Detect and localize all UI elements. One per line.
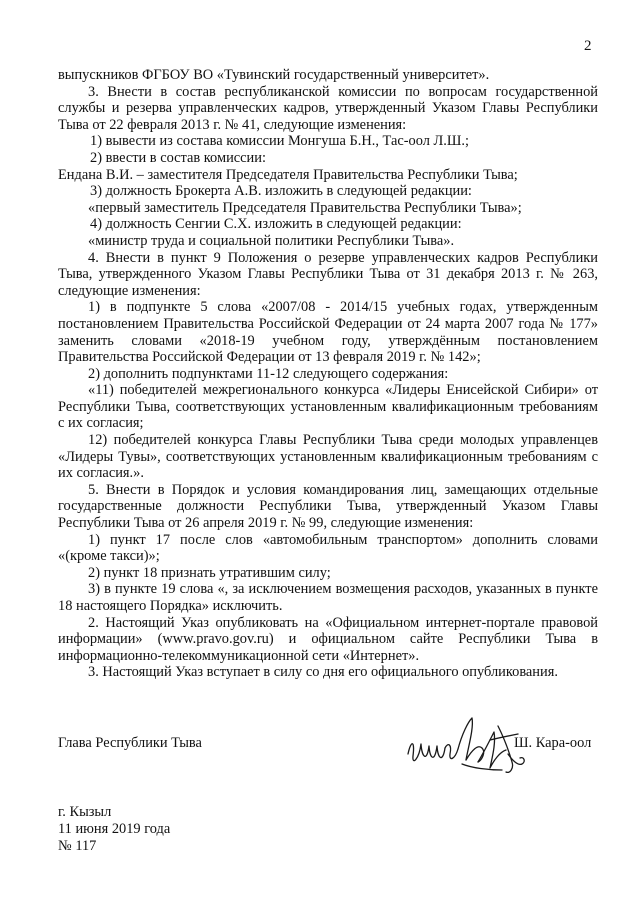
paragraph: выпускников ФГБОУ ВО «Тувинский государственный университет».: [58, 67, 490, 83]
list-item: 2) ввести в состав комиссии:: [90, 149, 266, 166]
list-item: 2) дополнить подпунктами 11-12 следующего содержания:: [88, 365, 449, 382]
paragraph: «министр труда и социальной политики Республики Тыва».: [88, 232, 455, 249]
list-item: 2) пункт 18 признать утратившим силу;: [88, 564, 331, 581]
issue-date: 11 июня 2019 года: [58, 821, 171, 837]
list-item: 1) в подпункте 5 слова «2007/08 - 2014/15 учебных годах, утвержденным постановлением Правительства Российской Федерации от 24 марта 2007 года № 177» заменить словами «2018-19 учебном году, утверждённым постановлением Правительства Российской Федерации от 13 февраля 2019 г. № 142»;: [58, 299, 598, 366]
paragraph: 3. Внести в состав республиканской комиссии по вопросам государственной службы и резерва управленческих кадров, утвержденный Указом Главы Республики Тыва от 22 февраля 2013 г. № 41, следующие изменения:: [58, 83, 598, 133]
list-item: 1) вывести из состава комиссии Монгуша Б.Н., Тас-оол Л.Ш.;: [90, 133, 469, 150]
paragraph: «первый заместитель Председателя Правительства Республики Тыва»;: [88, 199, 522, 216]
page-number: 2: [584, 38, 592, 54]
decree-number: № 117: [58, 838, 97, 854]
document-body: [58, 67, 598, 681]
list-item: 4) должность Сенгии С.Х. изложить в следующей редакции:: [90, 216, 462, 233]
signer-name: Ш. Кара-оол: [514, 735, 592, 751]
paragraph: 2. Настоящий Указ опубликовать на «Официальном интернет-портале правовой информации» (www.pravo.gov.ru) и официальном сайте Республики Тыва в информационно-телекоммуникационной сети «Интернет».: [58, 614, 598, 664]
paragraph: 5. Внести в Порядок и условия командирования лиц, замещающих отдельные государственные должности Республики Тыва, утвержденный Указом Главы Республики Тыва от 26 апреля 2019 г. № 99, следующие изменения:: [58, 481, 598, 532]
document-footer: [58, 804, 170, 855]
list-item: 3) должность Брокерта А.В. изложить в следующей редакции:: [90, 183, 472, 200]
list-item: 3) в пункте 19 слова «, за исключением возмещения расходов, указанных в пункте 18 настоящего Порядка» исключить.: [58, 581, 598, 614]
signer-title: Глава Республики Тыва: [58, 735, 202, 751]
list-item: 12) победителей конкурса Главы Республики Тыва среди молодых управленцев «Лидеры Тувы», соответствующих установленным квалификационным требованиям с их согласия.».: [58, 432, 598, 482]
issue-city: г. Кызыл: [58, 804, 112, 820]
list-item: «11) победителей межрегионального конкурса «Лидеры Енисейской Сибири» от Республики Тыва, соответствующих установленным квалификационным требованиям с их согласия;: [58, 382, 598, 432]
paragraph: 4. Внести в пункт 9 Положения о резерве управленческих кадров Республики Тыва, утвержденного Указом Главы Республики Тыва от 31 декабря 2013 г. № 263, следующие изменения:: [58, 249, 598, 299]
paragraph: Ендана В.И. – заместителя Председателя Правительства Республики Тыва;: [58, 166, 518, 183]
paragraph: 3. Настоящий Указ вступает в силу со дня его официального опубликования.: [88, 664, 558, 681]
list-item: 1) пункт 17 после слов «автомобильным транспортом» дополнить словами «(кроме такси)»;: [58, 531, 598, 565]
signature-block: [58, 704, 598, 784]
